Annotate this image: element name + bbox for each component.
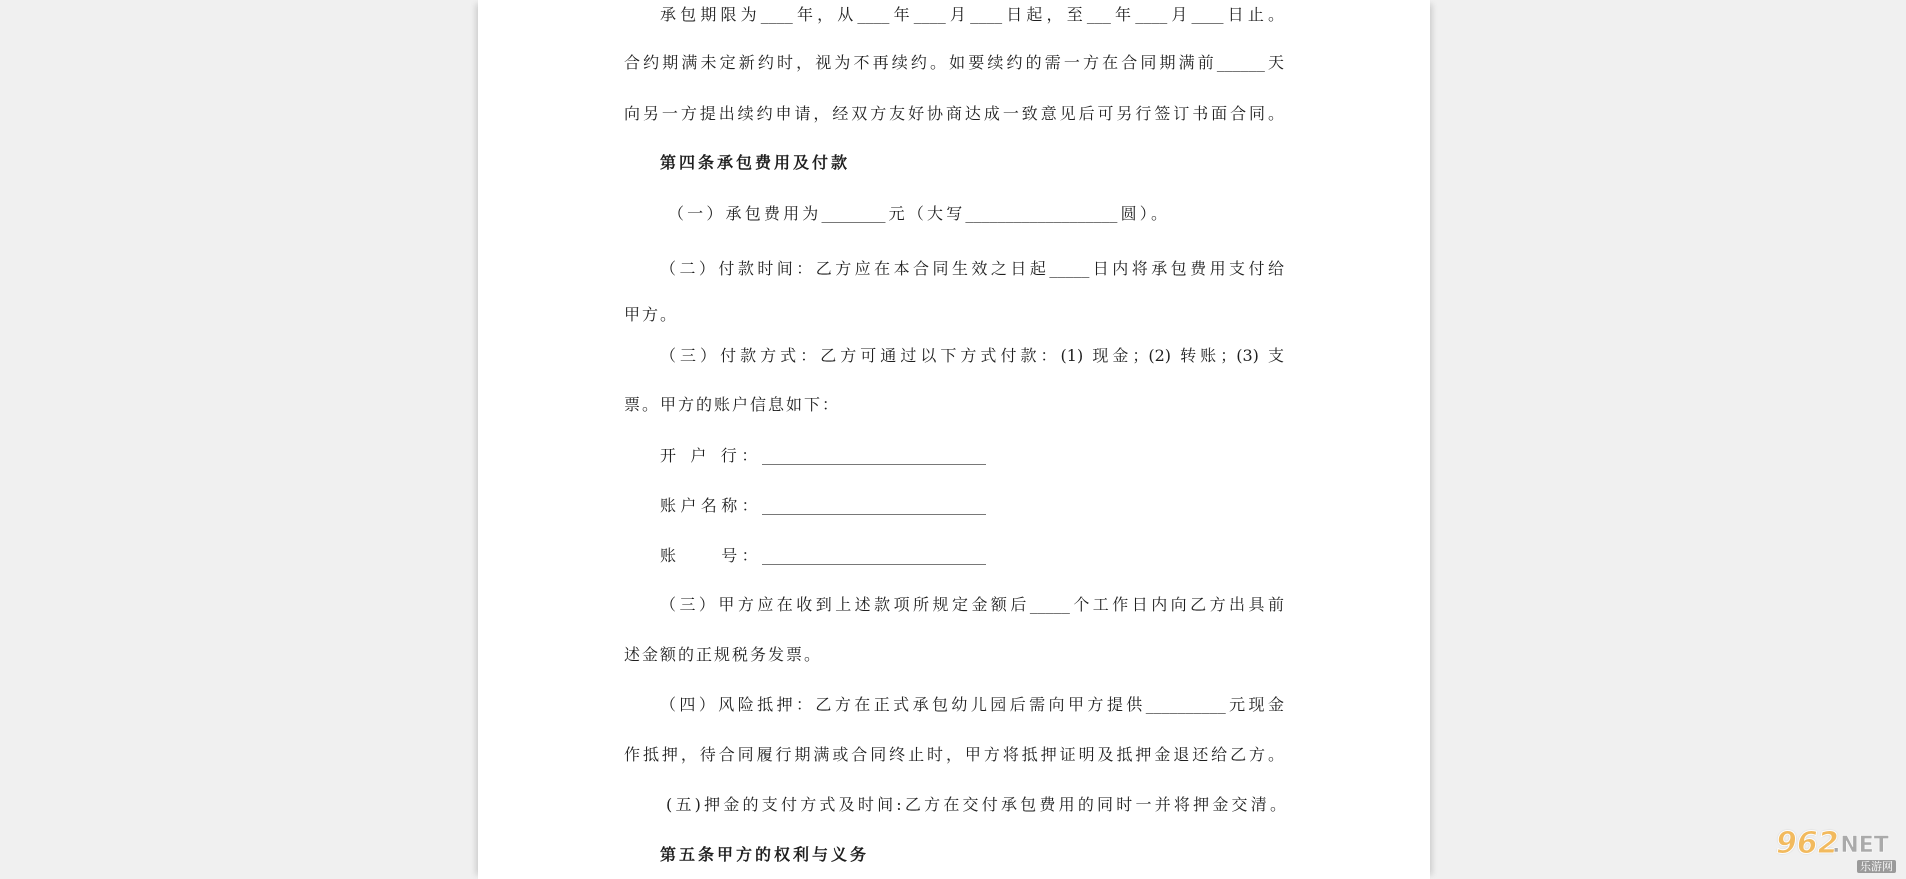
- watermark-site-name: 乐游网: [1857, 860, 1896, 873]
- site-watermark-logo: [1768, 826, 1900, 875]
- contract-term-line-3: 向另一方提出续约申请，经双方友好协商达成一致意见后可另行签订书面合同。: [624, 104, 1284, 123]
- fee-amount-line: （一）承包费用为________元（大写___________________圆）。: [668, 204, 1167, 223]
- risk-deposit-line-2: 作抵押，待合同履行期满或合同终止时，甲方将抵押证明及抵押金退还给乙方。: [624, 745, 1284, 764]
- watermark-logo-suffix: .NET: [1832, 833, 1889, 858]
- payment-time-line-1: （二）付款时间：乙方应在本合同生效之日起_____日内将承包费用支付给: [660, 259, 1284, 278]
- watermark-logo-number: 962: [1776, 826, 1839, 861]
- account-bank-field: 开 户 行：____________________________: [660, 446, 986, 465]
- article-5-heading: 第五条甲方的权利与义务: [660, 845, 870, 864]
- invoice-line-1: （三）甲方应在收到上述款项所规定金额后_____个工作日内向乙方出具前: [660, 595, 1284, 614]
- risk-deposit-line-1: （四）风险抵押：乙方在正式承包幼儿园后需向甲方提供__________元现金: [660, 695, 1284, 714]
- account-number-field: 账 号：____________________________: [660, 546, 986, 565]
- contract-term-line-1: 承包期限为____年，从____年____月____日起，至___年____月____日止。: [660, 5, 1284, 24]
- document-page: [478, 0, 1430, 879]
- account-name-field: 账户名称：____________________________: [660, 496, 986, 515]
- deposit-payment-line: (五)押金的支付方式及时间:乙方在交付承包费用的同时一并将押金交清。: [666, 795, 1286, 814]
- payment-method-line-2: 票。甲方的账户信息如下：: [624, 395, 841, 414]
- payment-method-line-1: （三）付款方式：乙方可通过以下方式付款：(1) 现金；(2) 转账；(3) 支: [660, 346, 1284, 365]
- contract-term-line-2: 合约期满未定新约时，视为不再续约。如要续约的需一方在合同期满前______天: [624, 53, 1284, 72]
- invoice-line-2: 述金额的正规税务发票。: [624, 645, 823, 664]
- article-4-heading: 第四条承包费用及付款: [660, 153, 851, 172]
- payment-time-line-2: 甲方。: [624, 305, 679, 324]
